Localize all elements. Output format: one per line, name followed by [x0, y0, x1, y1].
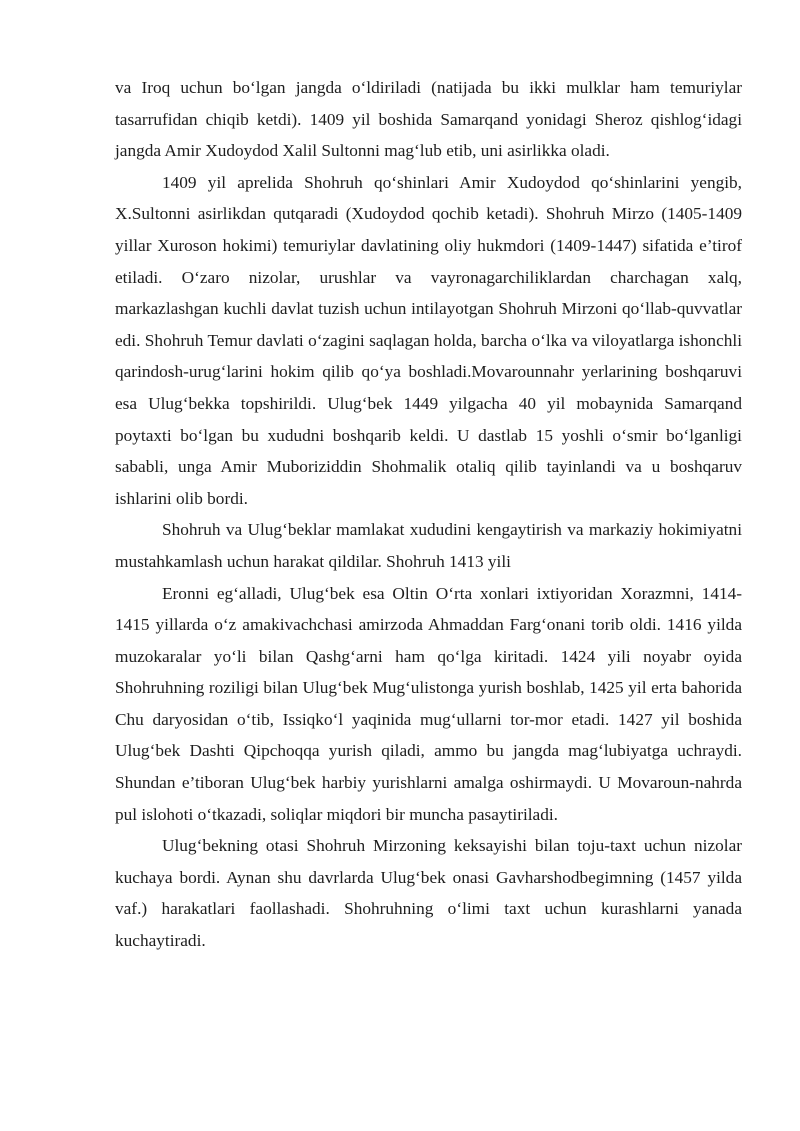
paragraph: va Iroq uchun bo‘lgan jangda o‘ldiriladi (natijada bu ikki mulklar ham temuriylar tasarrufidan chiqib ketdi). 1409 yil boshida Samarqand yonidagi Sheroz qishlog‘idagi jangda Amir Xudoydod Xalil Sultonni mag‘lub etib, uni asirlikka oladi. — [115, 78, 742, 161]
paragraph: Shohruh va Ulug‘beklar mamlakat xududini kengaytirish va markaziy hokimiyatni mustahkamlash uchun harakat qildilar. Shohruh 1413 yili — [115, 520, 742, 571]
paragraph: 1409 yil aprelida Shohruh qo‘shinlari Amir Xudoydod qo‘shinlarini yengib, X.Sultonni asirlikdan qutqaradi (Xudoydod qochib ketadi). Shohruh Mirzo (1405-1409 yillar Xuroson hokimi) temuriylar davlatining oliy hukmdori (1409-1447) sifatida e’tirof etiladi. O‘zaro nizolar, urushlar va vayronagarchiliklardan charchagan xalq, markazlashgan kuchli davlat tuzish uchun intilayotgan Shohruh Mirzoni qo‘llab-quvvatlar edi. Shohruh Temur davlati o‘zagini saqlagan holda, barcha o‘lka va viloyatlarga ishonchli qarindosh-urug‘larini hokim qilib qo‘ya boshladi.Movarounnahr yerlarining boshqaruvi esa Ulug‘bekka topshirildi. Ulug‘bek 1449 yilgacha 40 yil mobaynida Samarqand poytaxti bo‘lgan bu xududni boshqarib keldi. U dastlab 15 yoshli o‘smir bo‘lganligi sababli, unga Amir Muboriziddin Shohmalik otaliq qilib tayinlandi va u boshqaruv ishlarini olib bordi. — [115, 172, 742, 508]
document-page — [115, 72, 742, 957]
paragraph: Eronni eg‘alladi, Ulug‘bek esa Oltin O‘rta xonlari ixtiyoridan Xorazmni, 1414-1415 yillarda o‘z amakivachchasi amirzoda Ahmaddan Farg‘onani torib oldi. 1416 yilda muzokaralar yo‘li bilan Qashg‘arni ham qo‘lga kiritadi. 1424 yili noyabr oyida Shohruhning roziligi bilan Ulug‘bek Mug‘ulistonga yurish boshlab, 1425 yil erta bahorida Chu daryosidan o‘tib, Issiqko‘l yaqinida mug‘ullarni tor-mor etadi. 1427 yil boshida Ulug‘bek Dashti Qipchoqqa yurish qiladi, ammo bu jangda mag‘lubiyatga uchraydi. Shundan e’tiboran Ulug‘bek harbiy yurishlarni amalga oshirmaydi. U Movaroun-nahrda pul islohoti o‘tkazadi, soliqlar miqdori bir muncha pasaytiriladi. — [115, 583, 742, 824]
paragraph: Ulug‘bekning otasi Shohruh Mirzoning keksayishi bilan toju-taxt uchun nizolar kuchaya bordi. Aynan shu davrlarda Ulug‘bek onasi Gavharshodbegimning (1457 yilda vaf.) harakatlari faollashadi. Shohruhning o‘limi taxt uchun kurashlarni yanada kuchaytiradi. — [115, 836, 742, 951]
